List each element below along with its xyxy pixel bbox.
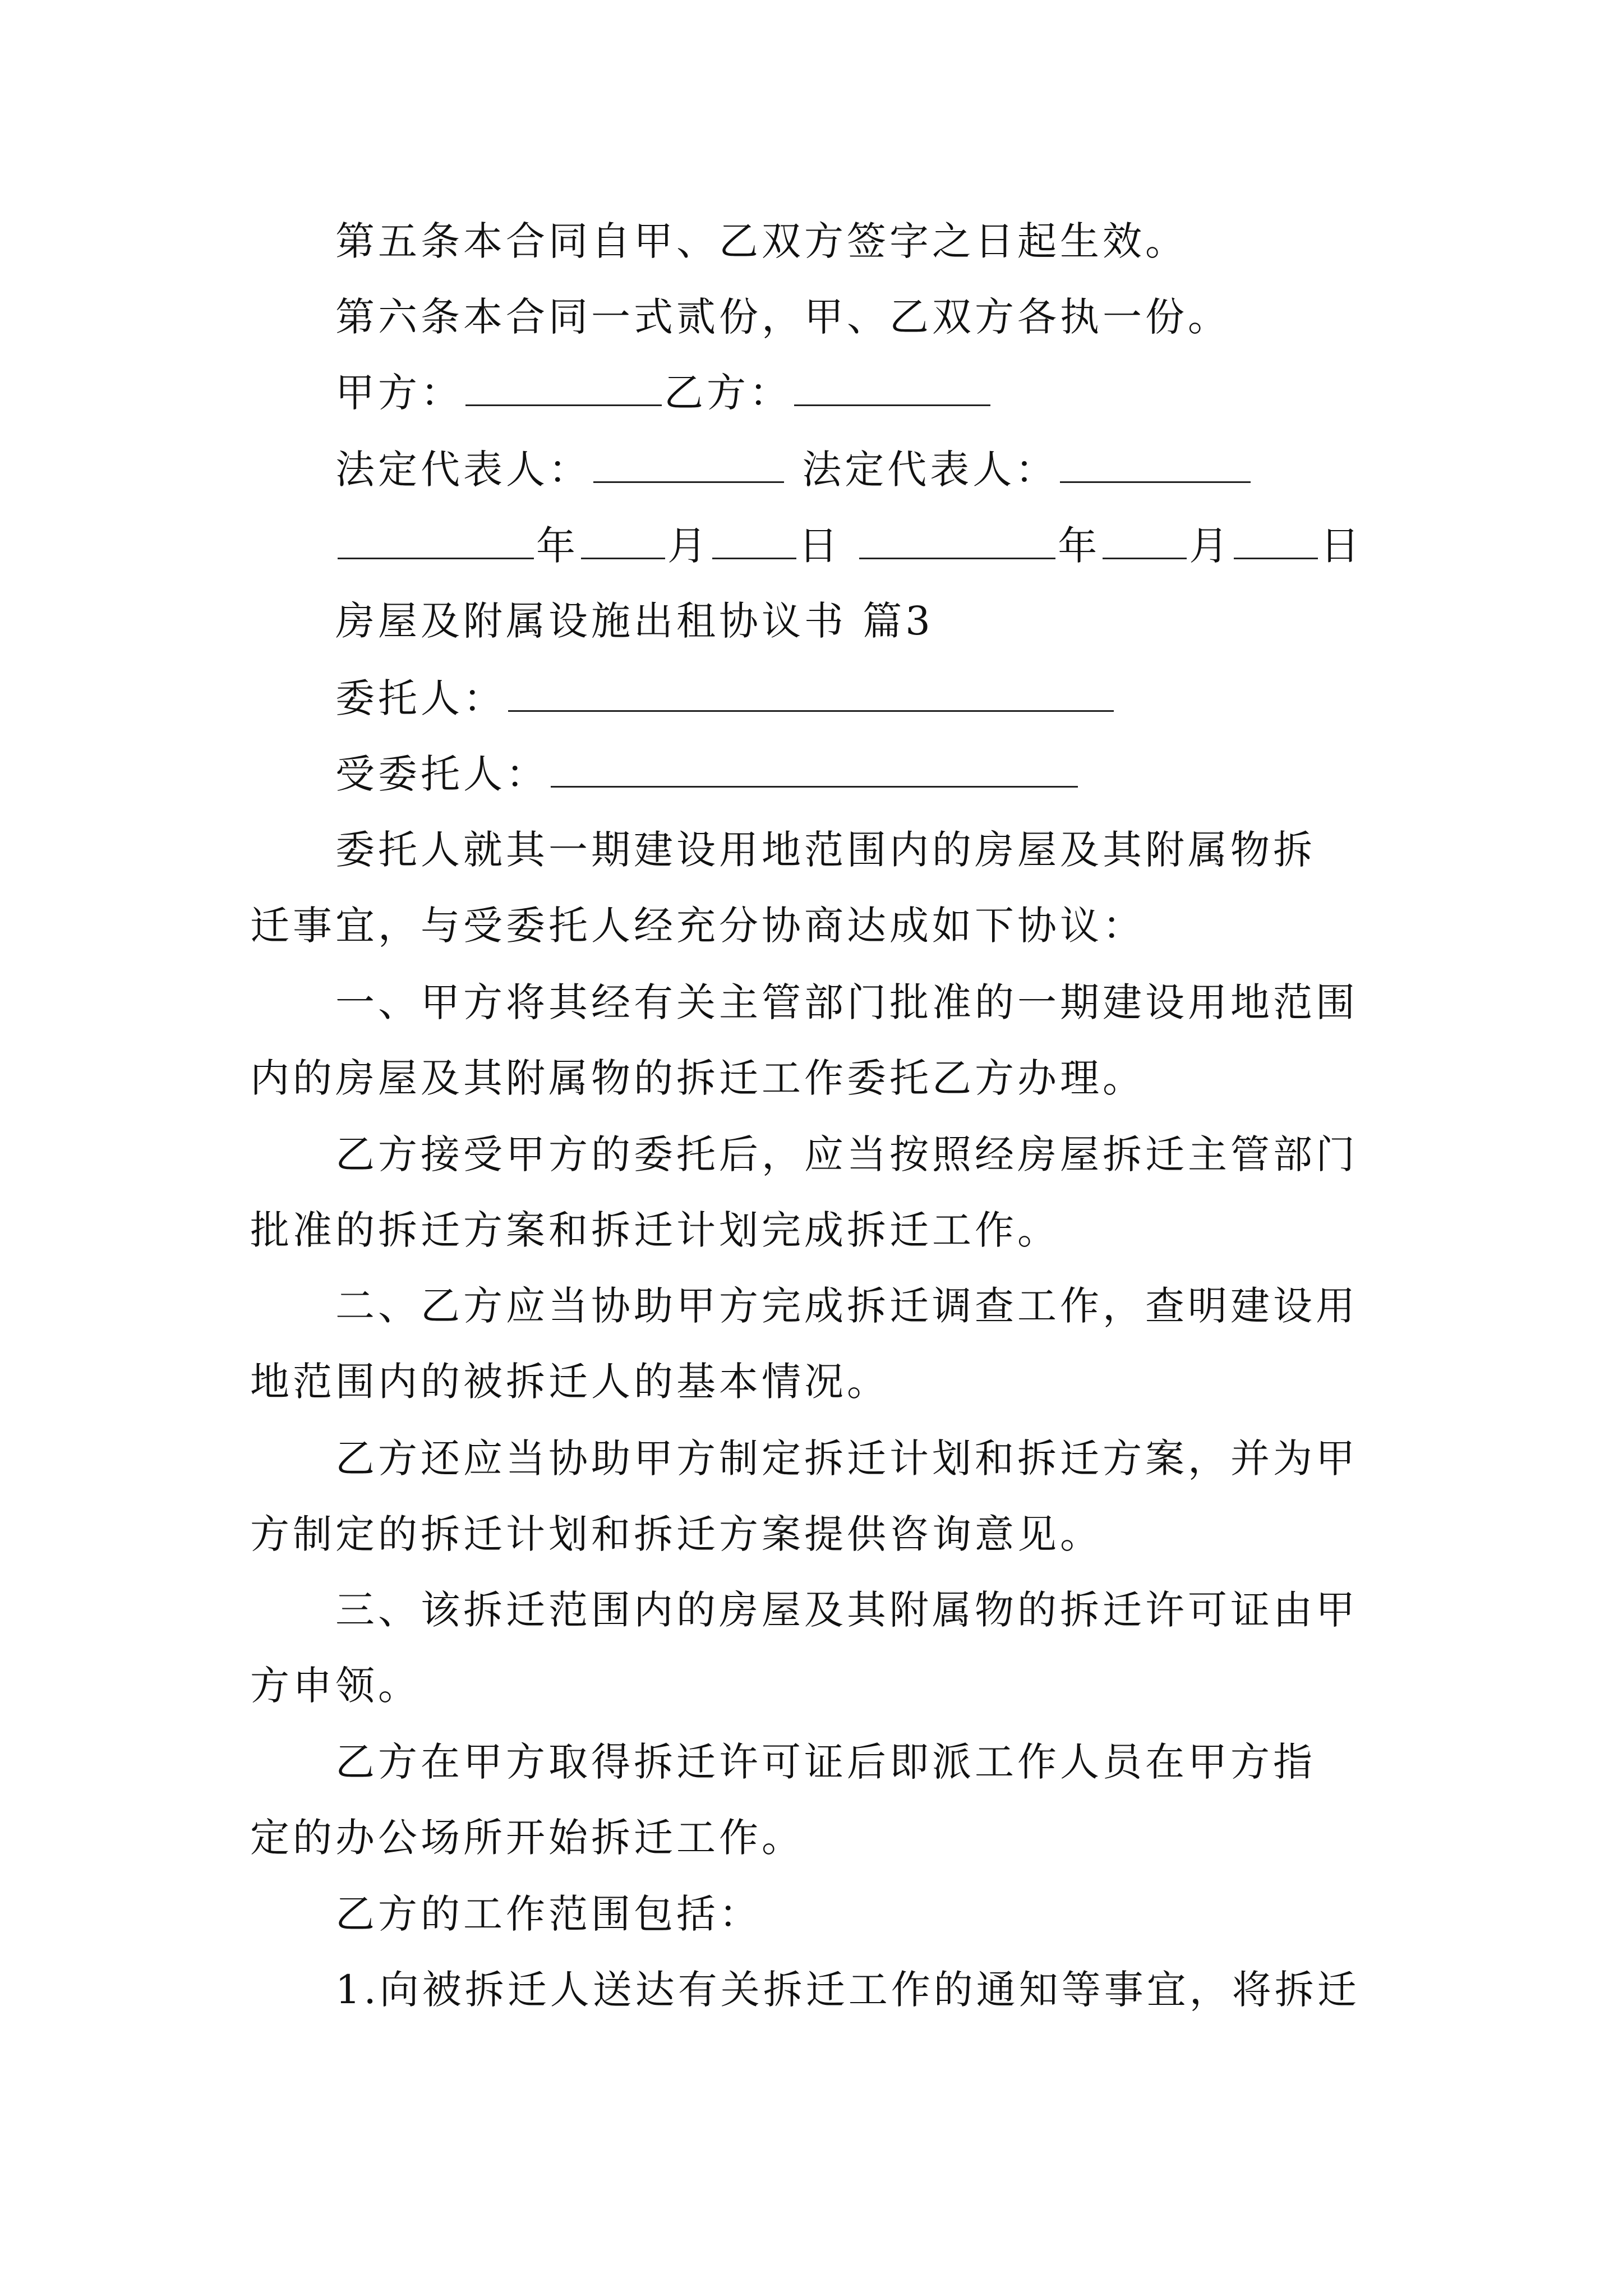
legal-rep-a-blank [593,448,784,483]
paragraph-line: 地范围内的被拆迁人的基本情况。 [250,1359,889,1405]
party-signature-line [335,367,993,418]
agent-label: 受委托人： [335,751,548,797]
paragraph-line: 1.向被拆迁人送达有关拆迁工作的通知等事宜，将拆迁 [335,1967,1360,2013]
year-a-label: 年 [536,523,579,569]
principal-blank [508,677,1114,712]
paragraph-line: 三、该拆迁范围内的房屋及其附属物的拆迁许可证由甲 [335,1587,1358,1633]
month-b-blank [1103,524,1187,559]
month-b-label: 月 [1189,523,1232,569]
paragraph-line: 方制定的拆迁计划和拆迁方案提供咨询意见。 [250,1511,1103,1557]
legal-rep-line [335,444,1253,495]
party-b-label: 乙方： [664,370,792,416]
legal-rep-b-label: 法定代表人： [802,447,1058,493]
legal-rep-a-label: 法定代表人： [335,447,591,493]
day-a-blank [712,524,796,559]
article-6: 第六条本合同一式贰份，甲、乙双方各执一份。 [335,294,1230,340]
paragraph-line: 一、甲方将其经有关主管部门批准的一期建设用地范围 [335,979,1358,1025]
party-a-blank [465,371,662,406]
paragraph-line: 乙方在甲方取得拆迁许可证后即派工作人员在甲方指 [335,1739,1316,1785]
principal-line [335,673,1116,724]
year-b-label: 年 [1058,523,1101,569]
day-a-label: 日 [799,523,841,569]
party-b-blank [794,371,990,406]
party-a-label: 甲方： [335,370,463,416]
paragraph-line: 乙方的工作范围包括： [335,1891,762,1937]
paragraph-line: 方申领。 [250,1663,421,1709]
paragraph-line: 委托人就其一期建设用地范围内的房屋及其附属物拆 [335,827,1316,873]
paragraph-line: 乙方接受甲方的委托后，应当按照经房屋拆迁主管部门 [335,1131,1358,1177]
paragraph-line: 乙方还应当协助甲方制定拆迁计划和拆迁方案，并为甲 [335,1435,1358,1481]
month-a-blank [581,524,665,559]
legal-rep-b-blank [1060,448,1251,483]
day-b-label: 日 [1320,523,1363,569]
principal-label: 委托人： [335,675,506,721]
month-a-label: 月 [667,523,710,569]
paragraph-line: 定的办公场所开始拆迁工作。 [250,1815,804,1861]
year-a-blank [338,524,534,559]
article-5: 第五条本合同自甲、乙双方签字之日起生效。 [335,218,1188,264]
paragraph-line: 二、乙方应当协助甲方完成拆迁调查工作，查明建设用 [335,1283,1358,1329]
paragraph-line: 内的房屋及其附属物的拆迁工作委托乙方办理。 [250,1055,1145,1101]
paragraph-line: 批准的拆迁方案和拆迁计划完成拆迁工作。 [250,1207,1060,1253]
day-b-blank [1234,524,1318,559]
agent-blank [551,752,1078,788]
date-line [335,521,1363,571]
year-b-blank [859,524,1055,559]
agent-line [335,749,1080,799]
section-title: 房屋及附属设施出租协议书 篇3 [335,598,934,644]
paragraph-line: 迁事宜，与受委托人经充分协商达成如下协议： [250,903,1145,949]
